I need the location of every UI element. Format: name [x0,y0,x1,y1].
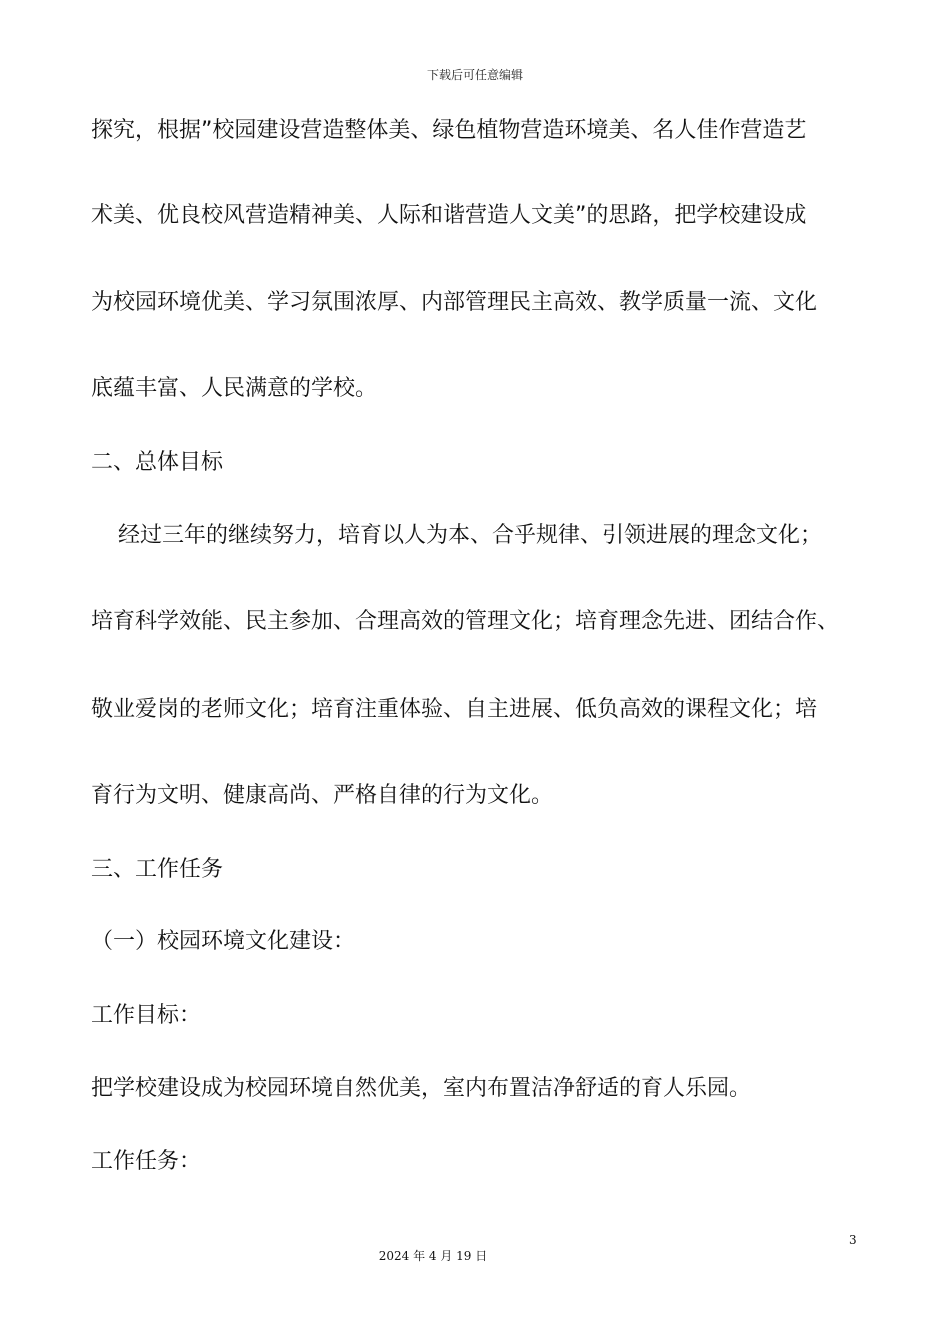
paragraph-line-7: 培育科学效能、民主参加、合理高效的管理文化；培育理念先进、团结合作、 [91,609,840,634]
page-header-note: 下载后可任意编辑 [426,68,523,82]
paragraph-line-4: 底蕴丰富、人民满意的学校。 [91,376,378,401]
paragraph-line-13: 把学校建设成为校园环境自然优美，室内布置洁净舒适的育人乐园。 [91,1076,752,1101]
paragraph-line-1: 探究，根据”校园建设营造整体美、绿色植物营造环境美、名人佳作营造艺 [91,118,807,143]
page-number: 3 [849,1233,857,1247]
label-work-tasks: 工作任务： [91,1149,202,1174]
paragraph-line-8: 敬业爱岗的老师文化；培育注重体验、自主进展、低负高效的课程文化；培 [91,697,818,722]
paragraph-line-6: 经过三年的继续努力，培育以人为本、合乎规律、引领进展的理念文化； [118,523,823,548]
paragraph-line-3: 为校园环境优美、学习氛围浓厚、内部管理民主高效、教学质量一流、文化 [91,290,818,315]
paragraph-line-2: 术美、优良校风营造精神美、人际和谐营造人文美”的思路，把学校建设成 [91,203,807,228]
footer-date: 2024 年 4 月 19 日 [378,1249,488,1263]
subsection-heading-campus-environment: （一）校园环境文化建设： [91,929,356,954]
paragraph-line-9: 育行为文明、健康高尚、严格自律的行为文化。 [91,783,554,808]
section-heading-overall-goals: 二、总体目标 [91,450,224,475]
section-heading-work-tasks: 三、工作任务 [91,857,224,882]
label-work-goal: 工作目标： [91,1003,202,1028]
